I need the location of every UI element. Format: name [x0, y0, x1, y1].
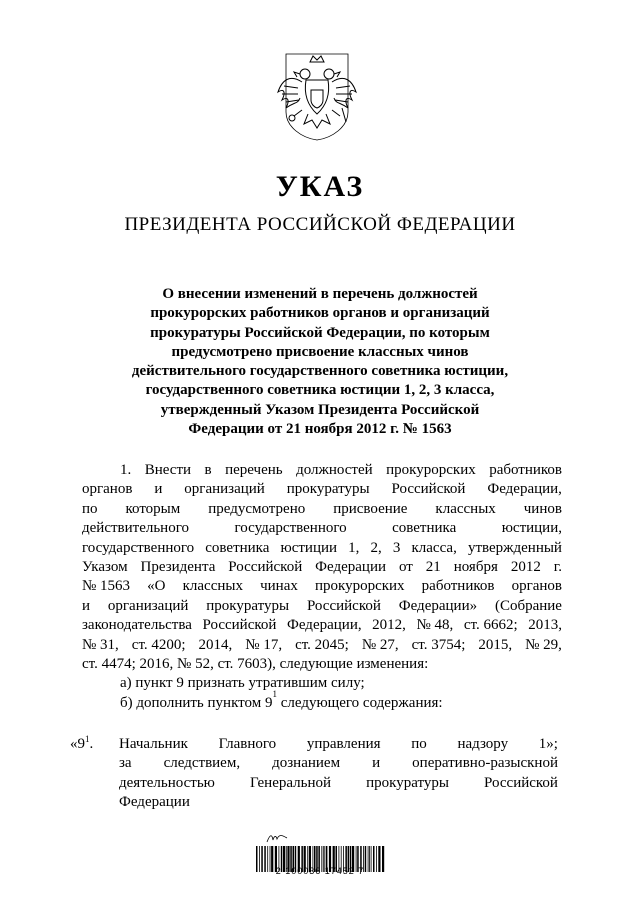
word: государственного	[82, 539, 195, 556]
word: органов	[511, 578, 562, 595]
body-line	[82, 519, 562, 538]
barcode-number: 2 100036 17452 7	[275, 866, 365, 876]
word: 1,	[348, 539, 360, 556]
heading-line: предусмотрено присвоение классных чинов	[171, 343, 469, 360]
body-line	[82, 636, 562, 655]
word: деятельностью	[119, 774, 215, 791]
word: Российской	[484, 774, 558, 791]
word: 2015,	[478, 636, 513, 653]
word: законодательства	[82, 617, 192, 634]
word: которым	[125, 500, 181, 517]
word: прокуратуры	[286, 481, 370, 498]
word: действительного	[82, 520, 189, 537]
word: Российской	[306, 597, 381, 614]
word: классных	[182, 578, 243, 595]
word: за	[119, 755, 132, 772]
word: Указом	[82, 559, 128, 576]
body-line	[82, 655, 562, 674]
word: Российской	[202, 617, 277, 634]
word: советника	[392, 520, 457, 537]
word: прокурорских	[314, 578, 405, 595]
sub-item-a: а) пункт 9 признать утратившим силу;	[120, 675, 365, 692]
word: организаций	[107, 597, 189, 614]
document-subtitle: ПРЕЗИДЕНТА РОССИЙСКОЙ ФЕДЕРАЦИИ	[124, 214, 516, 235]
word: по	[411, 736, 427, 752]
heading-line: прокуратуры Российской Федерации, по которым	[150, 324, 490, 341]
body-line	[82, 577, 562, 596]
sub-item-b-prefix: б) дополнить пунктом 9	[120, 694, 273, 711]
word: оперативно-разыскной	[412, 755, 558, 772]
word: и	[154, 481, 163, 498]
word: чинов	[523, 500, 562, 517]
word: 2012,	[372, 617, 406, 634]
word: по	[82, 500, 98, 517]
word: Российской	[228, 559, 303, 576]
word: № 29,	[525, 636, 562, 653]
body-line	[82, 597, 562, 616]
quote-line	[119, 754, 558, 773]
word: классных	[435, 500, 496, 517]
word: прокуратуры	[206, 597, 290, 614]
heading-line: действительного государственного советника юстиции,	[131, 363, 509, 380]
word: г.	[553, 559, 562, 576]
word: предусмотрено	[208, 500, 306, 517]
quote-body	[119, 735, 558, 813]
quote-number: «$9^1$.	[70, 734, 94, 752]
word: от	[398, 559, 413, 576]
word: 2012	[510, 559, 541, 576]
word: Президента	[140, 559, 216, 576]
word: Главного	[218, 736, 277, 752]
body-line	[82, 616, 562, 635]
heading-line: прокурорских работников органов и организаций	[150, 305, 490, 322]
word: 1.	[120, 462, 132, 478]
word: управления	[306, 736, 381, 752]
word: должностей	[296, 462, 373, 478]
word: чинах	[260, 578, 298, 595]
body-line	[82, 480, 562, 499]
word: перечень	[225, 462, 283, 478]
word: и	[372, 755, 381, 772]
word: следствием,	[163, 755, 241, 772]
word: ст. 6662;	[463, 617, 518, 634]
heading-line: О внесении изменений в перечень должностей	[162, 286, 478, 302]
word: ст. 4200;	[131, 636, 186, 653]
word: Федерации»	[398, 597, 478, 614]
word: 21	[425, 559, 441, 576]
word: 2014,	[198, 636, 233, 653]
word: № 1563	[82, 578, 131, 595]
word: Федерации	[315, 559, 387, 576]
body-line	[82, 539, 562, 558]
word: государственного	[234, 520, 347, 537]
word: (Собрание	[494, 597, 562, 614]
word: 1»;	[538, 736, 558, 752]
word: № 31,	[82, 636, 119, 653]
word: «О	[147, 578, 166, 595]
word: и	[82, 597, 91, 614]
word: ноября	[453, 559, 498, 576]
word: 2013,	[528, 617, 562, 634]
word: присвоение	[333, 500, 408, 517]
word: дознанием	[272, 755, 341, 772]
word: № 17,	[245, 636, 283, 653]
word: Генеральной	[249, 774, 332, 791]
word: Начальник	[119, 736, 188, 752]
heading-line: Федерации от 21 ноября 2012 г. № 1563	[188, 421, 452, 438]
heading-line: утвержденный Указом Президента Российской	[160, 401, 480, 418]
quote-line	[119, 735, 558, 754]
word: Внести	[144, 462, 192, 478]
word: № 27,	[361, 636, 399, 653]
word: 2,	[370, 539, 382, 556]
word: прокуратуры	[366, 774, 449, 791]
word: Федерации,	[487, 481, 562, 498]
word: 3	[392, 539, 401, 556]
word: Федерации,	[287, 617, 362, 634]
document-title: УКАЗ	[275, 170, 365, 203]
word: Российской	[391, 481, 466, 498]
word: органов	[82, 481, 133, 498]
word: ст. 2045;	[295, 636, 349, 653]
quote-line	[119, 793, 558, 812]
word: юстиции	[280, 539, 338, 556]
body-line	[82, 500, 562, 519]
word: Федерации	[119, 794, 190, 811]
body-line	[82, 558, 562, 577]
coat-of-arms-emblem	[272, 52, 362, 142]
word: класса,	[411, 539, 457, 556]
word: юстиции,	[501, 520, 562, 537]
word: работников	[489, 462, 562, 478]
body-line	[82, 461, 562, 480]
word: ст. 3754;	[411, 636, 466, 653]
word: работников	[421, 578, 495, 595]
word: ст. 4474; 2016, № 52, ст. 7603), следующие изменения:	[82, 656, 429, 673]
sub-item-b-superscript: 1	[272, 688, 277, 699]
word: в	[204, 462, 212, 478]
word: организаций	[184, 481, 265, 498]
quote-line	[119, 774, 558, 793]
sub-item-b	[82, 688, 562, 713]
word: № 48,	[416, 617, 454, 634]
word: советника	[205, 539, 270, 556]
decree-body	[82, 461, 562, 713]
word: утвержденный	[467, 539, 562, 556]
heading-line: государственного советника юстиции 1, 2, 3 класса,	[145, 382, 495, 399]
word: надзору	[457, 736, 509, 752]
word: прокурорских	[386, 462, 476, 478]
decree-heading	[90, 285, 550, 439]
sub-item-b-suffix: следующего содержания:	[276, 694, 443, 711]
